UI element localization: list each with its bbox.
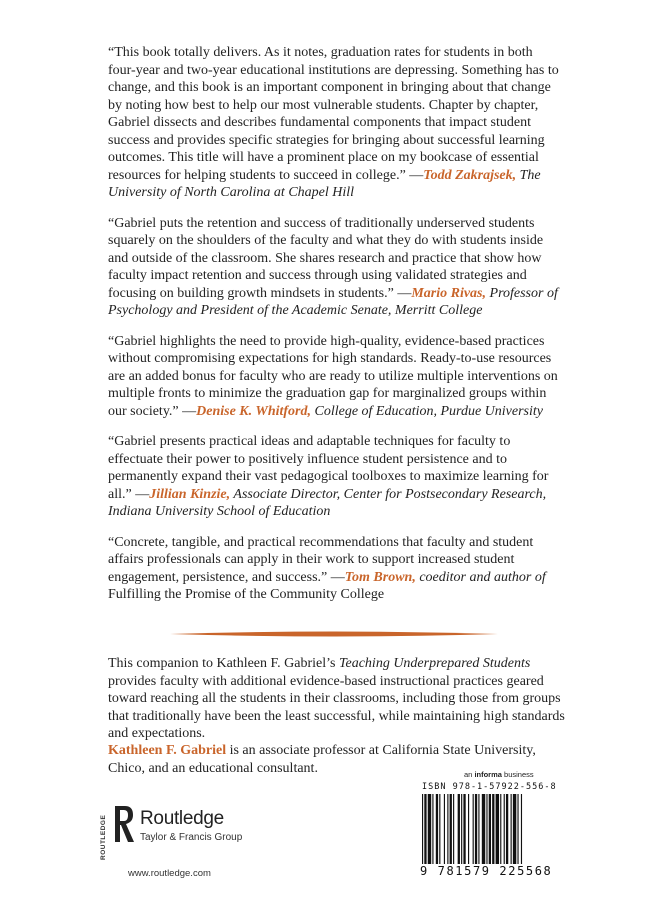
barcode-bar [436,794,438,864]
endorser-affiliation: Associate Director, Center for Postsecondary Research, Indiana University School of Education [108,486,547,519]
isbn-label: ISBN 978-1-57922-556-8 [422,782,557,792]
publisher-logo [100,800,260,860]
barcode-bar [521,794,522,864]
quote-dash: — [178,403,197,419]
barcode-bar [461,794,462,864]
ornamental-divider [170,627,498,641]
quote-text: “Concrete, tangible, and practical recommendations that faculty and student affairs professionals can apply in their work to support increased student engagement, persistence, and success.” [108,534,534,585]
publisher-url: www.routledge.com [128,868,211,879]
barcode-bar [517,794,518,864]
desc-before: This companion to Kathleen F. Gabriel’s [108,656,339,671]
barcode-bar [424,794,426,864]
endorsement-3 [108,333,563,421]
barcode-bar [492,794,494,864]
routledge-r-icon [113,804,135,844]
desc-after: provides faculty with additional evidence-based instructional practices geared toward reaching all the students in their classrooms, including those from groups that traditionally have been the least successful, while maintaining high standards and expectations. [108,673,565,741]
barcode-bar [473,794,474,864]
quote-text: “This book totally delivers. As it notes, graduation rates for students in both four-year and two-year educational institutions are depressing. Something has to change, and this book is an important component in bringing about that change by noting how best to help our most vulnerable students. Chapter by chapter, Gabriel dissects and describes fundamental components that impact student success and provides specific strategies for bringing about successful learning outcomes. This title will have a prominent place on my bookcase of essential resources for helping students to succeed in college.” [108,45,559,183]
endorser-name: Jillian Kinzie, [149,486,231,502]
barcode-bar [450,794,452,864]
barcode-bar [447,794,448,864]
companion-title: Teaching Underprepared Students [339,656,531,671]
barcode-bar [422,794,423,864]
barcode-bar [496,794,499,864]
barcode-bar [482,794,485,864]
publisher-vertical-text: ROUTLEDGE [100,814,107,860]
barcode [420,794,570,864]
endorser-name: Todd Zakrajsek, [423,167,517,183]
barcode-bar [453,794,454,864]
author-bio-text: is an associate professor at California State University, Chico, and an educational consultant. [108,743,536,776]
barcode-bar [463,794,465,864]
endorser-name: Denise K. Whitford, [196,403,311,419]
endorser-affiliation: College of Education, Purdue University [311,403,543,419]
endorsements [108,44,563,617]
barcode-bar [486,794,487,864]
endorser-affiliation: The University of North Carolina at Chapel Hill [108,167,541,200]
barcode-bar [478,794,479,864]
endorsed-work-title: Fulfilling the Promise of the Community College [108,587,385,602]
author-name: Kathleen F. Gabriel [108,743,227,758]
endorser-affiliation: coeditor and author of [415,569,546,585]
barcode-bar [506,794,508,864]
endorsement-4 [108,433,563,521]
barcode-bar [475,794,477,864]
barcode-bar [432,794,433,864]
barcode-bar [513,794,516,864]
quote-text: “Gabriel presents practical ideas and adaptable techniques for faculty to effectuate their power to positively influence student persistence and to permanently expand their vast pedagogical toolboxes to maximize learning for all.” [108,434,549,502]
quote-text: “Gabriel highlights the need to provide high-quality, evidence-based practices without compromising expectations for high standards. Ready-to-use resources are an added bonus for faculty who are ready to utilize multiple interventions on multiple fronts to minimize the graduation gap for marginalized groups within our society.” [108,333,558,419]
barcode-bar [500,794,501,864]
quote-dash: — [393,285,412,301]
endorsement-5 [108,534,563,604]
endorser-name: Tom Brown, [344,569,416,585]
barcode-bar [504,794,505,864]
publisher-name: Routledge [140,808,224,829]
publisher-group: Taylor & Francis Group [140,832,243,843]
barcode-bar [439,794,440,864]
barcode-bar [489,794,491,864]
barcode-bar [468,794,469,864]
endorser-affiliation: Professor of Psychology and President of the Academic Senate, Merritt College [108,285,558,318]
barcode-bar [444,794,445,864]
book-description [108,655,570,743]
endorser-name: Mario Rivas, [411,285,487,301]
quote-text: “Gabriel puts the retention and success of traditionally underserved students squarely on the shoulders of the faculty and what they do with students inside and outside of the classroom. She shares research and practice that show how faculty impact retention and success through using validated strategies and focusing on building growth mindsets in students.” [108,215,544,301]
informa-brand: informa [474,770,502,779]
barcode-block [420,770,572,880]
quote-dash: — [327,569,345,585]
barcode-bar [458,794,460,864]
informa-business-label: an informa business [464,770,534,779]
barcode-bar [511,794,512,864]
barcode-digits: 9 781579 225568 [420,864,553,878]
endorsement-1 [108,44,563,202]
endorsement-2 [108,215,563,320]
barcode-bar [428,794,431,864]
quote-dash: — [405,167,424,183]
quote-dash: — [131,486,150,502]
